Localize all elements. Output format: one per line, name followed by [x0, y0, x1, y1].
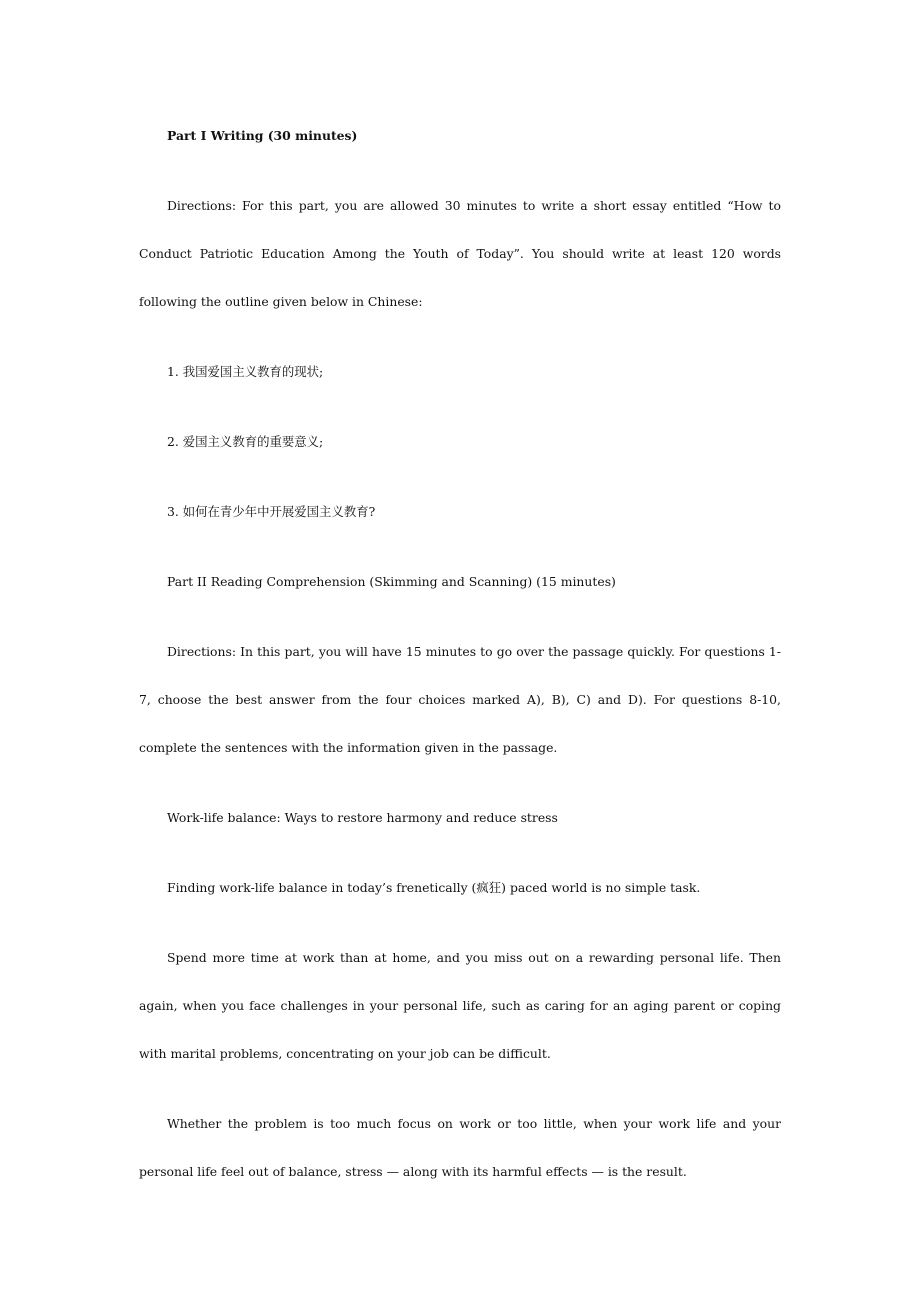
- outline-item-1: 1. 我国爱国主义教育的现状;: [167, 364, 324, 379]
- passage-paragraph-2: Spend more time at work than at home, and you miss out on a rewarding personal life. Then again, when you face challenges in your personal life, such as caring for an aging parent or coping with marital problems, concentrating on your job can be difficult.: [139, 950, 781, 1061]
- part2-directions: Directions: In this part, you will have 15 minutes to go over the passage quickly. For questions 1-7, choose the best answer from the four choices marked A), B), C) and D). For questions 8-10, complete the sentences with the information given in the passage.: [139, 644, 781, 755]
- part2-heading: Part II Reading Comprehension (Skimming and Scanning) (15 minutes): [167, 574, 616, 589]
- part1-heading: Part I Writing (30 minutes): [167, 128, 358, 143]
- outline-item-3: 3. 如何在青少年中开展爱国主义教育?: [167, 504, 376, 519]
- passage-title: Work-life balance: Ways to restore harmony and reduce stress: [167, 810, 558, 825]
- passage-paragraph-3: Whether the problem is too much focus on work or too little, when your work life and your personal life feel out of balance, stress — along with its harmful effects — is the result.: [139, 1116, 781, 1179]
- part1-directions: Directions: For this part, you are allowed 30 minutes to write a short essay entitled “How to Conduct Patriotic Education Among the Youth of Today”. You should write at least 120 words following the outline given below in Chinese:: [139, 198, 781, 309]
- outline-item-2: 2. 爱国主义教育的重要意义;: [167, 434, 324, 449]
- passage-paragraph-1: Finding work-life balance in today’s frenetically (疯狂) paced world is no simple task.: [167, 880, 701, 895]
